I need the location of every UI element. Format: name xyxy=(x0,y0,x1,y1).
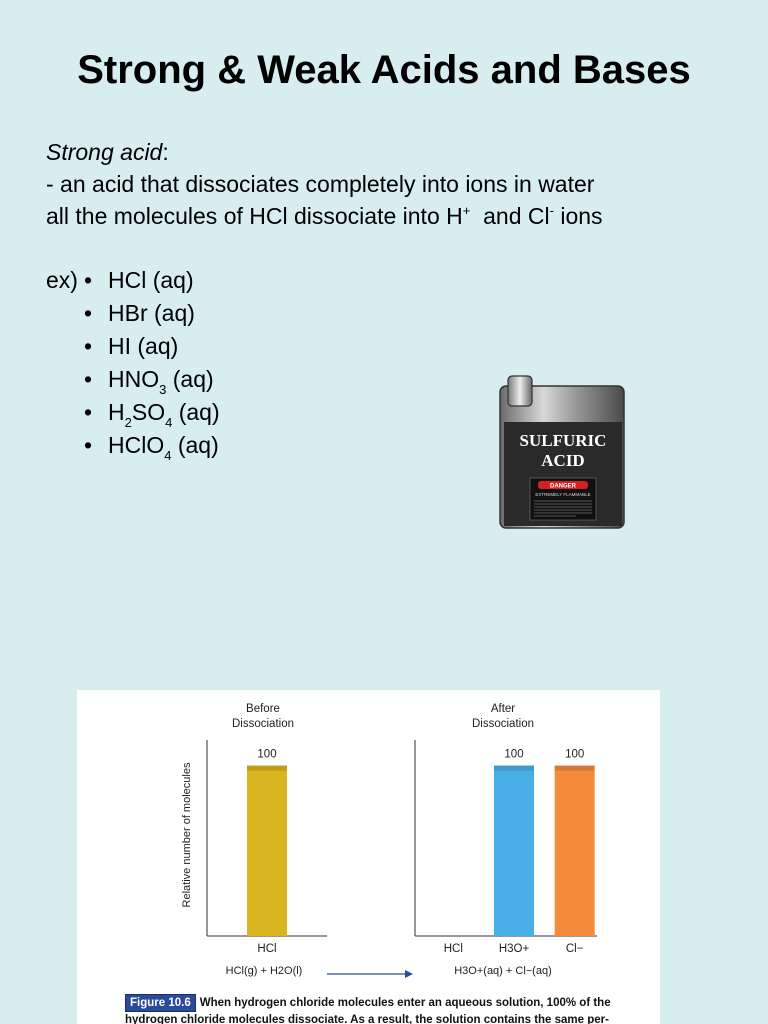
example-hno3 xyxy=(108,363,214,396)
bullet-icon: • xyxy=(84,300,93,326)
bullet-icon: • xyxy=(84,333,93,359)
bar-top-1-2 xyxy=(555,766,595,771)
formula-part: (aq) xyxy=(171,432,219,458)
example-hcl: HCl (aq) xyxy=(108,267,194,293)
formula-subscript: 4 xyxy=(164,448,172,463)
bar-1-2 xyxy=(555,766,595,936)
right-panel-title-2: Dissociation xyxy=(472,718,534,730)
arrow-head-icon xyxy=(405,970,413,978)
tick-label-1-1: H3O+ xyxy=(498,943,530,955)
y-axis-label: Relative number of molecules xyxy=(181,762,193,908)
definition-term: Strong acid xyxy=(46,139,163,165)
definition-text-a: all the molecules of HCl dissociate into H xyxy=(46,203,463,229)
definition-text-c: ions xyxy=(553,203,603,229)
bar-top-0-0 xyxy=(247,766,287,771)
example-h2so4 xyxy=(108,396,220,429)
slide-title: Strong & Weak Acids and Bases xyxy=(77,48,691,92)
bar-value-label-0-0: 100 xyxy=(257,748,277,761)
dissociation-figure xyxy=(77,690,660,1024)
jug-warning-text: DANGER xyxy=(549,483,577,490)
bullet-icon: • xyxy=(84,267,93,293)
definition-term-suffix: : xyxy=(162,139,169,165)
jug-label-line2: ACID xyxy=(541,451,585,470)
formula-subscript: 3 xyxy=(159,382,167,397)
left-panel-title-1: Before xyxy=(246,703,280,715)
example-hi: HI (aq) xyxy=(108,333,179,359)
definition-block xyxy=(46,136,603,232)
figure-caption xyxy=(125,994,655,1024)
right-panel-title-1: After xyxy=(490,703,516,715)
tick-label-1-2: Cl− xyxy=(565,943,584,955)
bar-value-label-1-1: 100 xyxy=(504,748,524,761)
reaction-left: HCl(g) + H2O(l) xyxy=(225,965,303,977)
bar-top-1-1 xyxy=(494,766,534,771)
figure-label: Figure 10.6 xyxy=(125,994,196,1012)
figure-caption-text: When hydrogen chloride molecules enter an aqueous solution, 100% of the hydrogen chloride molecules dissociate. As a result, the solution contains the same per- xyxy=(125,997,611,1024)
sulfuric-acid-jug-icon xyxy=(496,374,628,532)
bullet-icon: • xyxy=(84,366,93,392)
bar-value-label-1-2: 100 xyxy=(565,748,585,761)
formula-part: (aq) xyxy=(166,366,214,392)
definition-text-b: and Cl xyxy=(470,203,550,229)
formula-subscript: 4 xyxy=(165,415,173,430)
formula-part: (aq) xyxy=(172,399,220,425)
example-hclo4 xyxy=(108,429,219,462)
formula-part: HNO xyxy=(108,366,160,392)
definition-term-line xyxy=(46,136,603,168)
definition-line-2 xyxy=(46,200,603,232)
examples-prefix: ex) xyxy=(46,267,78,293)
left-panel-title-2: Dissociation xyxy=(232,718,294,730)
formula-subscript: 2 xyxy=(124,415,132,430)
formula-part: SO xyxy=(131,399,166,425)
cl-minus-superscript: - xyxy=(549,203,554,218)
jug-warning-subtext: EXTREMELY FLAMMABLE xyxy=(535,492,591,497)
jug-label-line1: SULFURIC xyxy=(519,431,607,450)
definition-line-1: - an acid that dissociates completely into ions in water xyxy=(46,171,595,197)
chart-before xyxy=(207,740,327,955)
formula-part: HClO xyxy=(108,432,165,458)
tick-label-0-0: HCl xyxy=(257,943,277,955)
chart-after xyxy=(415,740,597,955)
bullet-icon: • xyxy=(84,432,93,458)
dissociation-charts xyxy=(77,690,660,990)
jug-cap xyxy=(508,376,532,406)
bullet-icon: • xyxy=(84,399,93,425)
h-plus-superscript: + xyxy=(462,203,471,218)
reaction-right: H3O+(aq) + Cl−(aq) xyxy=(454,965,552,977)
bar-0-0 xyxy=(247,766,287,936)
bar-1-1 xyxy=(494,766,534,936)
tick-label-1-0: HCl xyxy=(443,943,463,955)
example-hbr: HBr (aq) xyxy=(108,300,195,326)
formula-part: H xyxy=(108,399,125,425)
